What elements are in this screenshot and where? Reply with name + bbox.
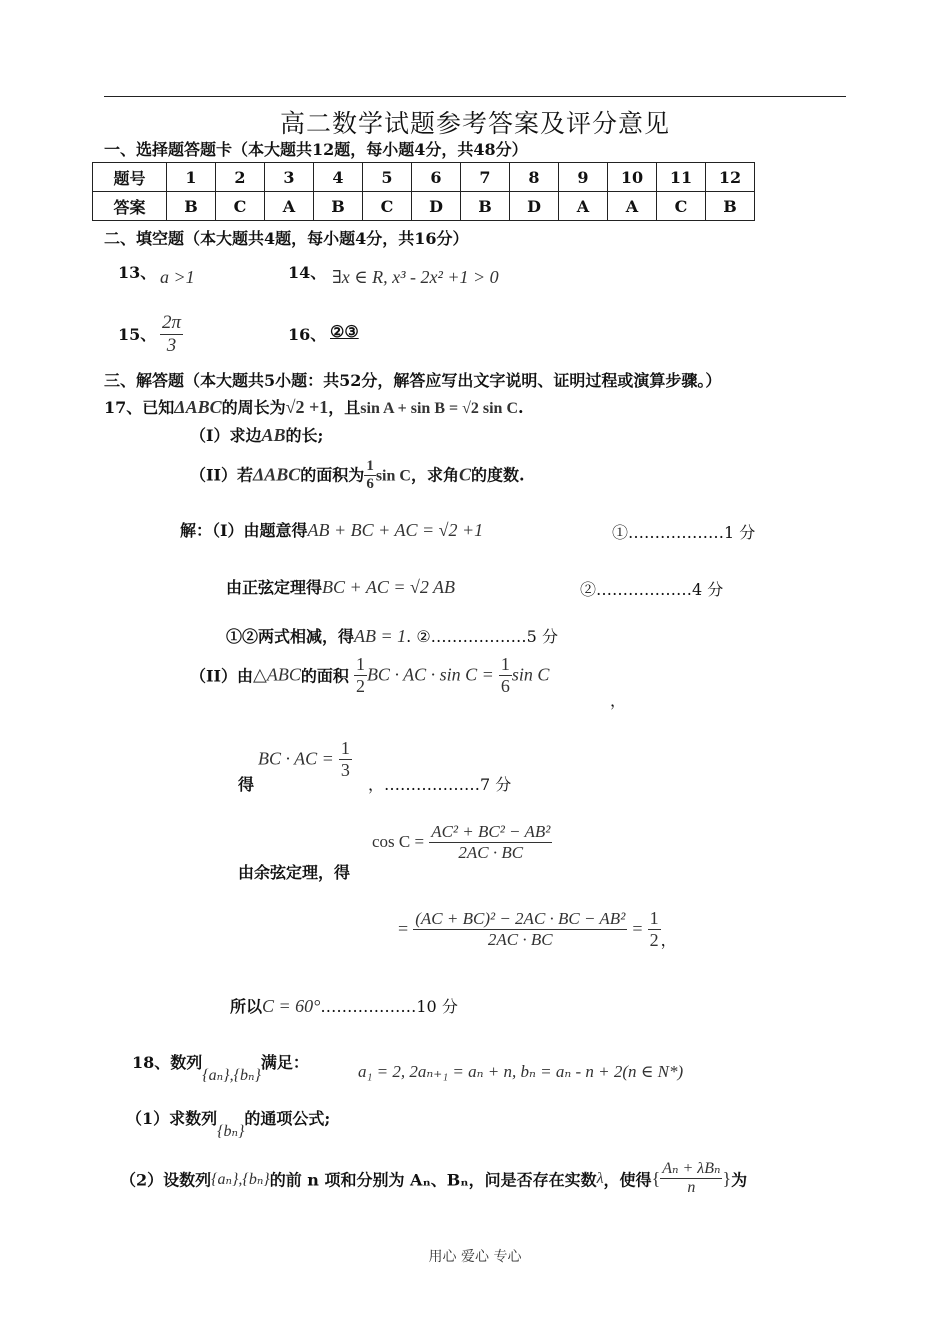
- q17-cos-lhs: cos C =: [372, 832, 425, 852]
- header-rule: [104, 96, 846, 97]
- table-cell: 5: [363, 163, 412, 192]
- table-cell: B: [167, 192, 216, 221]
- q15-label: 15、: [118, 325, 157, 344]
- q17-sixth-denominator: 6: [500, 675, 510, 696]
- table-cell: C: [363, 192, 412, 221]
- q18-part2-lambda: λ: [596, 1169, 604, 1187]
- q17-sol-score3: . ②………………5 分: [406, 627, 558, 646]
- q18-part1-suffix: 的通项公式;: [244, 1109, 331, 1128]
- table-cell: 1: [167, 163, 216, 192]
- q17-eq4: [258, 738, 352, 780]
- q17-sol-line2: [226, 575, 455, 598]
- table-cell: A: [265, 192, 314, 221]
- q17-sol-line1: [180, 518, 483, 541]
- table-cell: 12: [706, 163, 755, 192]
- q17-sol-part2-sinc: sin C: [511, 664, 550, 685]
- table-cell: 9: [559, 163, 608, 192]
- q15-answer: [160, 312, 183, 357]
- table-cell: 7: [461, 163, 510, 192]
- table-cell: 6: [412, 163, 461, 192]
- q17-sol-line3-prefix: ①②两式相减，得: [226, 627, 355, 646]
- table-header-cell: 答案: [93, 192, 167, 221]
- q17-eq4-denominator: 3: [340, 759, 350, 780]
- q18-prefix: 18、数列: [132, 1053, 203, 1072]
- q16-label: 16、: [288, 325, 327, 344]
- q14-answer: ∃x ∈ R, x³ - 2x² +1 > 0: [332, 267, 499, 287]
- q18-stem: [132, 1050, 309, 1084]
- q17-cos2-rhs-numerator: 1: [649, 908, 659, 928]
- q17-final-prefix: 所以: [230, 997, 263, 1016]
- q18-part2-prefix: （2）设数列: [120, 1170, 212, 1190]
- q17-cos2-comma: ，: [660, 930, 677, 950]
- q17-eq4-numerator: 1: [340, 738, 350, 758]
- q17-sixth-numerator: 1: [500, 654, 510, 674]
- q17-cos-formula2: [398, 908, 677, 950]
- table-cell: A: [559, 192, 608, 221]
- q16-answer: ②③: [330, 322, 359, 341]
- q17-half-denominator: 2: [355, 675, 365, 696]
- q18-seqs: {aₙ},{bₙ}: [202, 1067, 261, 1084]
- q17-part1-ab: AB: [261, 425, 286, 445]
- q17-stem-mid: 的周长为: [221, 398, 286, 417]
- q17-perimeter: √2 +1: [285, 397, 329, 417]
- q17-stem-end: .: [518, 398, 524, 417]
- table-cell: 8: [510, 163, 559, 192]
- q18-brace-close: }: [722, 1168, 732, 1189]
- q17-part1-prefix: （I）求边: [190, 426, 262, 445]
- q17-final-eq: C = 60°: [262, 996, 321, 1016]
- q17-sol-part2-triangle: △ABC: [252, 664, 301, 685]
- q18-part2-seqs: {aₙ},{bₙ}: [211, 1170, 270, 1188]
- q17-part2-prefix: （II）若: [190, 465, 253, 485]
- q17-sol-eq3: AB = 1: [354, 626, 407, 646]
- q17-sol-line3: [226, 624, 558, 647]
- q18-part1: [126, 1106, 331, 1140]
- q18-part2-suffix: 为: [731, 1170, 748, 1190]
- answer-table: [92, 162, 755, 221]
- q17-cos-denominator: 2AC · BC: [458, 842, 524, 862]
- q18-part2: [120, 1160, 747, 1198]
- page-title: 高二数学试题参考答案及评分意见: [279, 109, 670, 138]
- table-cell: C: [216, 192, 265, 221]
- q17-sol-score1: ①………………1 分: [612, 523, 756, 542]
- section-2-heading: 二、填空题（本大题共4题，每小题4分，共16分）: [104, 229, 469, 248]
- q17-sol-score4: ，………………7 分: [368, 775, 512, 794]
- q17-part2-triangle: ΔABC: [252, 464, 301, 485]
- table-cell: 10: [608, 163, 657, 192]
- q18-part1-seq: {bₙ}: [217, 1123, 245, 1140]
- q17-final-score: ………………10 分: [320, 997, 458, 1016]
- table-cell: B: [461, 192, 510, 221]
- table-cell: 3: [265, 163, 314, 192]
- q17-sol-part2-prefix: （II）由: [190, 666, 253, 686]
- q18-stem-mid: 满足：: [260, 1053, 309, 1072]
- q15-denominator: 3: [166, 334, 177, 356]
- q17-part2-c: C: [458, 464, 471, 485]
- q17-cos-prefix: 由余弦定理，得: [238, 863, 351, 882]
- q17-half-numerator: 1: [355, 654, 365, 674]
- table-cell: D: [510, 192, 559, 221]
- q17-cos2-rhs-denominator: 2: [649, 929, 659, 950]
- table-cell: D: [412, 192, 461, 221]
- q17-de: 得: [238, 775, 255, 794]
- q17-sol-part2-bc: BC · AC · sin C =: [366, 664, 494, 685]
- page-footer: 用心 爱心 专心: [428, 1249, 522, 1265]
- q17-part2: [190, 458, 525, 494]
- table-cell: B: [314, 192, 363, 221]
- q17-final: [230, 994, 458, 1017]
- q17-part2-denominator: 6: [366, 476, 374, 493]
- q18-part2-mid: 的前 n 项和分别为 Aₙ、Bₙ，问是否存在实数: [269, 1170, 597, 1190]
- q17-part2-numerator: 1: [364, 458, 376, 476]
- q17-cos-numerator: AC² + BC² − AB²: [431, 822, 551, 841]
- q15-numerator: 2π: [162, 312, 182, 333]
- q17-stem: [104, 395, 524, 418]
- q17-sol-eq2: BC + AC = √2 AB: [322, 577, 456, 597]
- q17-condition: sin A + sin B = √2 sin C: [360, 400, 519, 417]
- q17-part2-after: ，求角: [410, 465, 459, 485]
- q17-part1-suffix: 的长;: [285, 426, 324, 445]
- q17-sol-score2: ②………………4 分: [580, 580, 724, 599]
- q17-cos2-rhs-eq: =: [632, 918, 643, 939]
- q18-frac-denominator: n: [687, 1179, 696, 1197]
- table-cell: B: [706, 192, 755, 221]
- q17-sol-eq1: AB + BC + AC = √2 +1: [307, 520, 484, 540]
- q17-part1: [190, 423, 323, 446]
- q17-stem-and: ，且: [328, 398, 361, 417]
- q13-answer: a >1: [160, 267, 195, 287]
- table-cell: 11: [657, 163, 706, 192]
- q17-sol-part2-mid: 的面积: [300, 666, 349, 686]
- q17-part2-mid: 的面积为: [300, 465, 365, 485]
- q17-cos2-numerator: (AC + BC)² − 2AC · BC − AB²: [415, 909, 626, 929]
- table-cell: C: [657, 192, 706, 221]
- q17-prefix: 17、已知: [104, 398, 175, 417]
- q18-part1-prefix: （1）求数列: [126, 1109, 218, 1128]
- section-3-heading: 三、解答题（本大题共5小题：共52分，解答应写出文字说明、证明过程或演算步骤。）: [104, 371, 722, 390]
- table-cell: 4: [314, 163, 363, 192]
- q17-eq4-lhs: BC · AC =: [258, 748, 334, 769]
- q14-label: 14、: [288, 263, 327, 282]
- table-row-answers: [93, 192, 755, 221]
- q17-part2-suffix: 的度数.: [470, 465, 525, 485]
- section-1-heading: 一、选择题答题卡（本大题共12题，每小题4分，共48分）: [104, 140, 528, 159]
- q17-sol-part2: [190, 654, 549, 696]
- q17-cos2-eq: =: [398, 918, 409, 939]
- q17-cos2-denominator: 2AC · BC: [487, 929, 553, 949]
- q17-sol-prefix: 解：（I）由题意得: [180, 521, 308, 540]
- q17-sol-part2-comma: ，: [610, 691, 627, 710]
- q18-condition: a₁ = 2, 2aₙ₊₁ = aₙ + n, bₙ = aₙ - n + 2(n ∈ N*): [358, 1062, 684, 1081]
- table-row-numbers: [93, 163, 755, 192]
- q18-part2-after: ，使得: [603, 1170, 652, 1190]
- table-cell: A: [608, 192, 657, 221]
- q17-cos-formula: [372, 822, 552, 862]
- q18-frac-numerator: Aₙ + λBₙ: [660, 1160, 722, 1179]
- q17-triangle: ΔABC: [174, 397, 222, 417]
- q17-sol-line2-prefix: 由正弦定理得: [226, 578, 323, 597]
- q18-brace-open: {: [651, 1168, 661, 1189]
- table-cell: 2: [216, 163, 265, 192]
- table-header-cell: 题号: [93, 163, 167, 192]
- q13-label: 13、: [118, 263, 157, 282]
- q17-part2-sinc: sin C: [375, 467, 411, 485]
